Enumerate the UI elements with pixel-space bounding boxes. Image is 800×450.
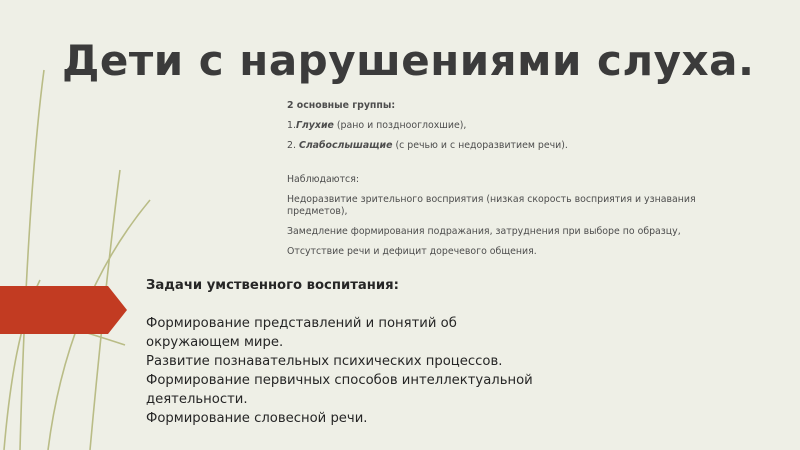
tasks-line: деятельности.: [146, 392, 248, 407]
tasks-line: окружающем мире.: [146, 335, 284, 350]
tasks-line: Формирование первичных способов интеллектуальной: [146, 373, 533, 388]
group-item-2: 2. Слабослышащие (с речью и с недоразвитием речи).: [287, 140, 568, 151]
observed-item-2: Замедление формирования подражания, затруднения при выборе по образцу,: [287, 226, 681, 237]
observed-item-1: Недоразвитие зрительного восприятия (низкая скорость восприятия и узнавания предметов),: [287, 194, 696, 217]
slide-title: Дети с нарушениями слуха.: [62, 36, 755, 85]
tasks-line: Формирование представлений и понятий об: [146, 316, 457, 331]
decor-line-1: [20, 70, 44, 450]
group-item-1: 1.Глухие (рано и позднооглохшие),: [287, 120, 467, 131]
observed-item-3: Отсутствие речи и дефицит доречевого общения.: [287, 246, 537, 257]
tasks-heading: Задачи умственного воспитания:: [146, 278, 399, 293]
tasks-line: Формирование словесной речи.: [146, 411, 368, 426]
tasks-line: Развитие познавательных психических процессов.: [146, 354, 503, 369]
observed-heading: Наблюдаются:: [287, 174, 359, 185]
groups-heading: 2 основные группы:: [287, 100, 396, 111]
tasks-block: [146, 276, 586, 428]
groups-block: [287, 100, 727, 266]
accent-arrow: [0, 286, 127, 334]
